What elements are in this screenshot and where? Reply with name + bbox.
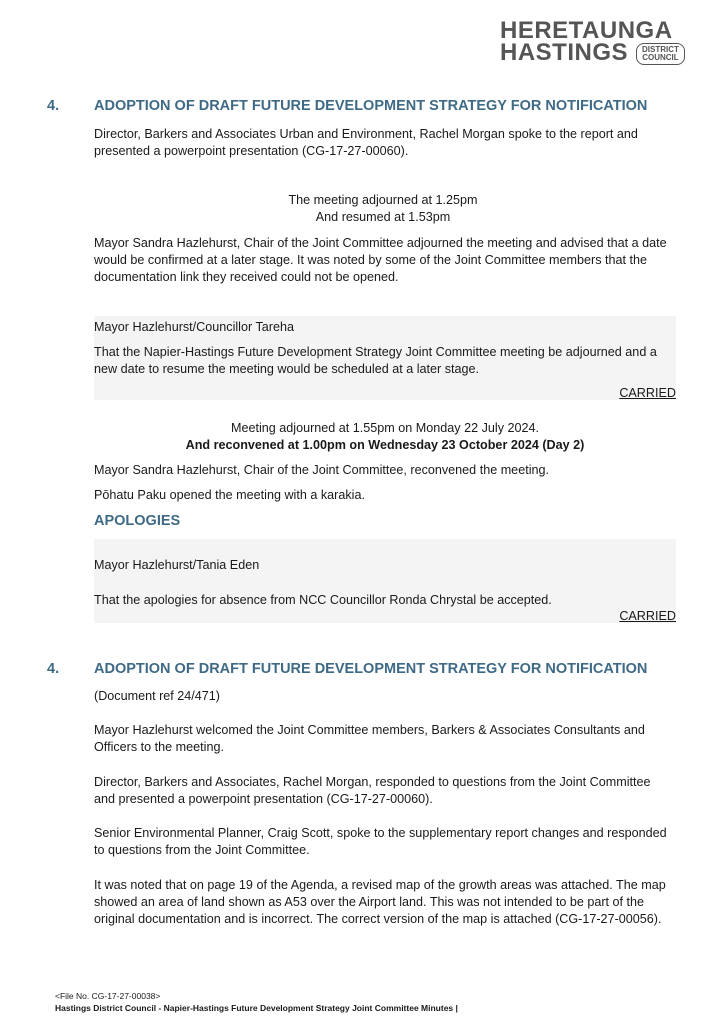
paragraph: Director, Barkers and Associates, Rachel Morgan, responded to questions from the Joint Committee and presented a powerpoint presentation (CG-17-27-00060). [94,775,651,806]
paragraph: Director, Barkers and Associates Urban and Environment, Rachel Morgan spoke to the report and presented a powerpoint presentation (CG-17-27-00060). [94,127,638,158]
carried-label: CARRIED [619,386,676,400]
logo-badge-line-2: COUNCIL [642,53,679,62]
section-title: ADOPTION OF DRAFT FUTURE DEVELOPMENT STRATEGY FOR NOTIFICATION [94,661,648,677]
document-ref: (Document ref 24/471) [94,689,220,703]
apologies-heading: APOLOGIES [94,513,181,529]
paragraph: Mayor Hazlehurst welcomed the Joint Committee members, Barkers & Associates Consultants and Officers to the meeting. [94,723,645,754]
logo-badge-line-1: DISTRICT [642,45,679,54]
resolution-mover: Mayor Hazlehurst/Tania Eden [94,558,260,572]
resolution-mover: Mayor Hazlehurst/Councillor Tareha [94,320,294,334]
carried-label: CARRIED [619,609,676,623]
resolution-text: That the apologies for absence from NCC Councillor Ronda Chrystal be accepted. [94,593,552,607]
paragraph: Mayor Sandra Hazlehurst, Chair of the Joint Committee, reconvened the meeting. [94,463,549,477]
resolution-text: That the Napier-Hastings Future Development Strategy Joint Committee meeting be adjourned and a new date to resume the meeting would be scheduled at a later stage. [94,345,657,376]
logo-line-2: HASTINGS [500,39,629,66]
resolution-box [94,539,676,623]
section-number: 4. [47,661,60,677]
paragraph: Mayor Sandra Hazlehurst, Chair of the Joint Committee adjourned the meeting and advised that a date would be confirmed at a later stage. It was noted by some of the Joint Committee members that the documentation link they received could not be opened. [94,236,667,284]
adjourned-line: Meeting adjourned at 1.55pm on Monday 22 July 2024. [230,421,540,435]
footer-title: Hastings District Council - Napier-Hastings Future Development Strategy Joint Committee Minutes | [55,1003,458,1013]
section-number: 4. [47,98,60,114]
adjourn-line: The meeting adjourned at 1.25pm [288,193,478,207]
resume-line: And resumed at 1.53pm [315,210,451,224]
section-title: ADOPTION OF DRAFT FUTURE DEVELOPMENT STRATEGY FOR NOTIFICATION [94,98,648,114]
logo-badge [636,43,685,65]
paragraph: Pōhatu Paku opened the meeting with a karakia. [94,488,365,502]
footer-file-number: <File No. CG-17-27-00038> [55,991,161,1001]
council-logo [500,17,690,66]
logo-line-1: HERETAUNGA [500,17,673,44]
reconvened-line: And reconvened at 1.00pm on Wednesday 23 October 2024 (Day 2) [185,438,585,452]
paragraph: Senior Environmental Planner, Craig Scott, spoke to the supplementary report changes and responded to questions from the Joint Committee. [94,826,667,857]
paragraph: It was noted that on page 19 of the Agenda, a revised map of the growth areas was attached. The map showed an area of land shown as A53 over the Airport land. This was not intended to be part of the original documentation and is incorrect. The correct version of the map is attached (CG-17-27-00056). [94,878,666,926]
